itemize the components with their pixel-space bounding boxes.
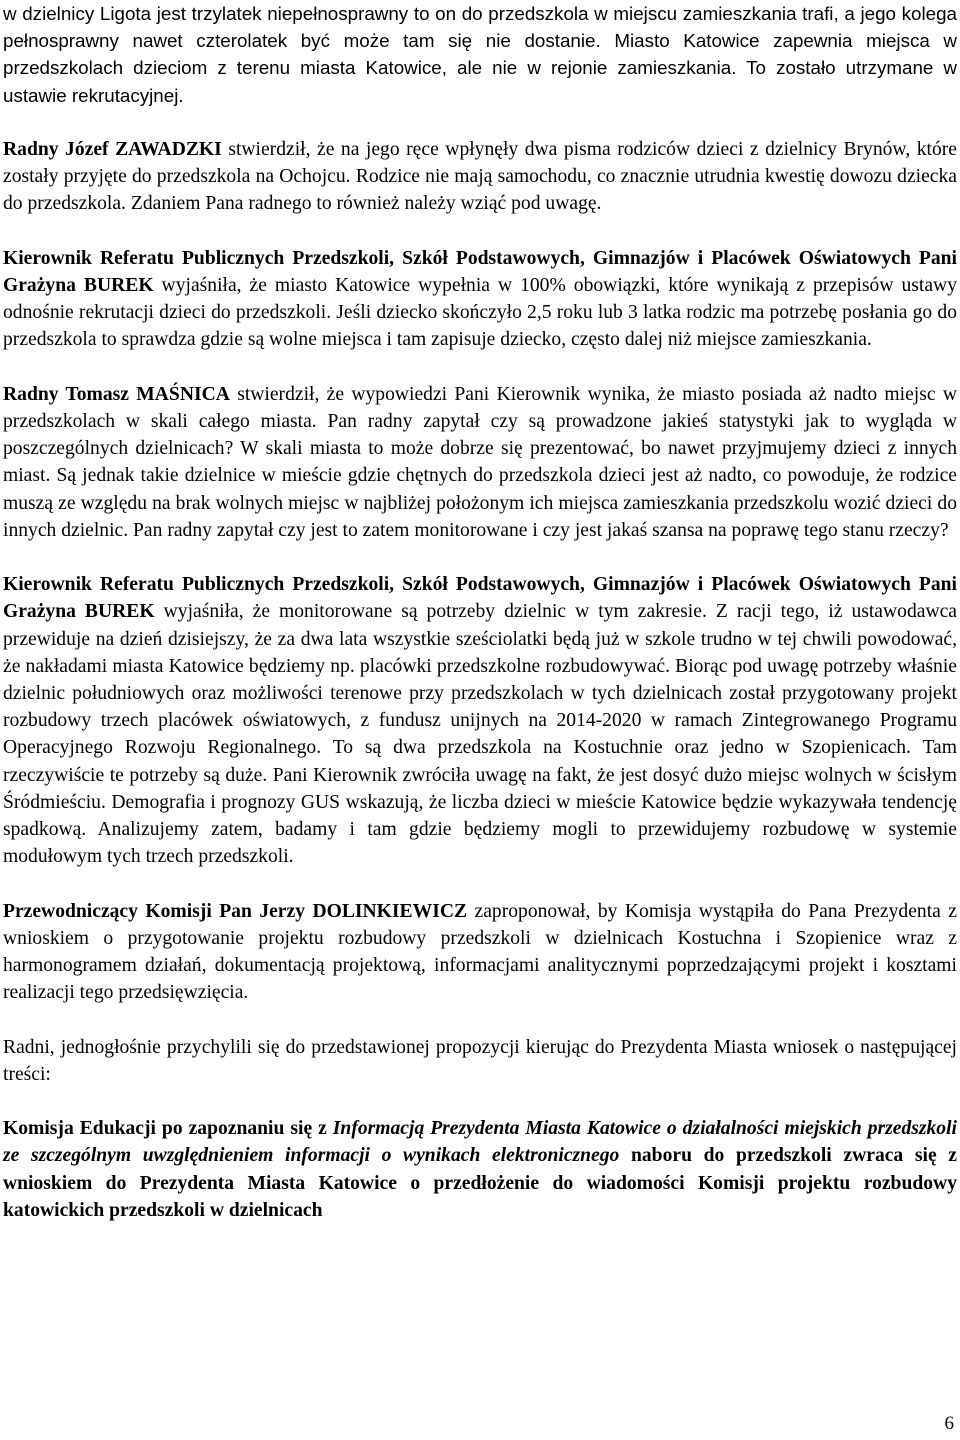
speaker-name: Kierownik Referatu Publicznych Przedszkoli, Szkół Podstawowych, Gimnazjów i Placówek Oświatowych Pani Grażyna BUREK [3,247,957,296]
paragraph-text: wyjaśniła, że monitorowane są potrzeby dzielnic w tym zakresie. Z racji tego, iż ustawodawca przewiduje na dzień dzisiejszy, że za dwa lata wszystkie sześciolatki będą już w szkole trudno w tej chwili powodować, że nakładami miasta Katowice będziemy np. placówki przedszkolne rozbudowywać. Biorąc pod uwagę potrzeby właśnie dzielnic południowych oraz możliwości terenowe przy przedszkolach w tych dzielnicach został przygotowany projekt rozbudowy trzech placówek oświatowych, z fundusz unijnych na 2014-2020 w ramach Zintegrowanego Programu Operacyjnego Rozwoju Regionalnego. To są dwa przedszkola na Kostuchnie oraz jedno w Szopienicach. Tam rzeczywiście te potrzeby są duże. Pani Kierownik zwróciła uwagę na fakt, że jest dosyć dużo miejsc wolnych w ścisłym Śródmieściu. Demografia i prognozy GUS wskazują, że liczba dzieci w mieście Katowice będzie wykazywała tendencję spadkową. Analizujemy zatem, badamy i tam gdzie będziemy mogli to przewidujemy rozbudowę w systemie modułowym tych trzech przedszkoli. [3,601,957,868]
speaker-name: Kierownik Referatu Publicznych Przedszkoli, Szkół Podstawowych, Gimnazjów i Placówek Oświatowych Pani Grażyna BUREK [3,574,957,623]
paragraph-text: Radni, jednogłośnie przychylili się do przedstawionej propozycji kierując do Prezydenta Miasta wniosek o następującej treści: [3,1036,957,1085]
paragraph-text: zaproponował, by Komisja wystąpiła do Pana Prezydenta z wnioskiem o przygotowanie projektu rozbudowy przedszkoli w dzielnicach Kostuchna i Szopienice wraz z harmonogramem działań, dokumentacją projektową, informacjami analitycznymi poprzedzającymi projekt i kosztami realizacji tego przedsięwzięcia. [3,900,957,1004]
paragraph-text: stwierdził, że wypowiedzi Pani Kierownik wynika, że miasto posiada aż nadto miejsc w przedszkolach w skali całego miasta. Pan radny zapytał czy są prowadzone jakieś statystyki jak to wygląda w poszczególnych dzielnicach? W skali miasta to może dobrze się prezentować, bo nawet przyjmujemy dzieci z innych miast. Są jednak takie dzielnice w mieście gdzie chętnych do przedszkola dzieci jest aż nadto, co powoduje, że rodzice muszą ze względu na brak wolnych miejsc w najbliżej położonym ich miejsca zamieszkania przedszkolu wozić dzieci do innych dzielnic. Pan radny zapytał czy jest to zatem monitorowane i czy jest jakaś szansa na poprawę tego stanu rzeczy? [3,383,957,541]
motion-text-bold: naboru do przedszkoli zwraca się z wnioskiem do Prezydenta Miasta Katowice o przedłożenie do wiadomości Komisji projektu rozbudowy katowickich przedszkoli w dzielnicach [3,1145,957,1221]
paragraph-ligota [3,0,957,109]
paragraph-text: Rodzice nie mają samochodu, co znacznie utrudnia kwestię dowozu dziecka do przedszkola. Zdaniem Pana radnego to również należy wziąć pod uwagę. [3,166,957,215]
paragraph-zawadzki [3,136,957,218]
paragraph-text: stwierdził, że na jego ręce wpłynęły dwa pisma rodziców dzieci z dzielnicy Brynów, które zostały przyjęte do przedszkola na Ochojcu. [3,139,957,188]
motion-text-bold: Komisja Edukacji po zapoznaniu się z [3,1118,333,1140]
page-number: 6 [944,1413,954,1434]
paragraph-radni [3,1034,957,1088]
speaker-name: Radny Józef ZAWADZKI [3,139,222,160]
paragraph-text: w dzielnicy Ligota jest trzylatek niepełnosprawny to on do przedszkola w miejscu zamieszkania trafi, a jego kolega pełnosprawny nawet czterolatek być może tam się nie dostanie. Miasto Katowice zapewnia miejsca w przedszkolach dzieciom z terenu miasta Katowice, ale nie w rejonie zamieszkania. To zostało utrzymane w ustawie rekrutacyjnej. [3,3,957,106]
paragraph-burek-2 [3,571,957,870]
paragraph-dolinkiewicz [3,898,957,1007]
paragraph-wniosek [3,1115,957,1224]
speaker-name: Radny Tomasz MAŚNICA [3,383,230,405]
paragraph-burek-1 [3,245,957,354]
paragraph-masnica [3,381,957,544]
motion-text-italic: Informacją Prezydenta Miasta Katowice o działalności miejskich przedszkoli ze szczególnym uwzględnieniem informacji o wynikach elektronicznego [3,1118,957,1167]
speaker-name: Przewodniczący Komisji Pan Jerzy DOLINKIEWICZ [3,900,468,922]
document-body [3,0,957,1224]
paragraph-text: wyjaśniła, że miasto Katowice wypełnia w 100% obowiązki, które wynikają z przepisów ustawy odnośnie rekrutacji dzieci do przedszkoli. Jeśli dziecko skończyło 2,5 roku lub 3 latka rodzic ma potrzebę posłania go do przedszkola to sprawdza gdzie są wolne miejsca i tam zapisuje dziecko, często dalej niż miejsce zamieszkania. [3,275,957,351]
